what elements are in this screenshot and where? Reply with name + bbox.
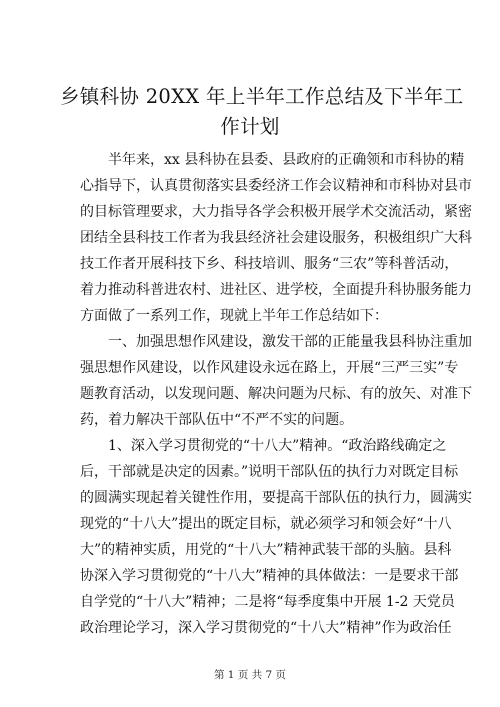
text-line: 大”的精神实质，用党的“十八大”精神武装干部的头脑。县科 <box>80 542 452 558</box>
paragraph <box>80 433 472 641</box>
text-line: 协深入学习贯彻党的“十八大”精神的具体做法：一是要求干部 <box>80 568 459 584</box>
text-line: 的目标管理要求，大力指导各学会积极开展学术交流活动，紧密 <box>80 204 472 220</box>
title-line: 乡镇科协 20XX 年上半年工作总结及下半年工 <box>60 85 464 108</box>
text-line: 药，着力解决干部队伍中“不严不实的问题。 <box>80 412 354 428</box>
text-line: 方面做了一系列工作，现就上半年工作总结如下： <box>80 308 388 324</box>
text-line: 半年来，xx 县科协在县委、县政府的正确领和市科协的精 <box>80 152 465 168</box>
text-line: 心指导下，认真贯彻落实县委经济工作会议精神和市科协对县市 <box>80 178 472 194</box>
title-line: 作计划 <box>220 115 280 138</box>
document-body <box>80 147 472 641</box>
text-line: 的圆满实现起着关键性作用，要提高干部队伍的执行力，圆满实 <box>80 490 472 506</box>
document-title <box>60 82 464 142</box>
text-line: 题教育活动，以发现问题、解决问题为尺标、有的放矢、对准下 <box>80 386 472 402</box>
text-line: 后，干部就是决定的因素。”说明干部队伍的执行力对既定目标 <box>80 464 459 480</box>
paragraph <box>80 329 472 433</box>
text-line: 强思想作风建设，以作风建设永远在路上，开展“三严三实”专 <box>80 360 459 376</box>
text-line: 1、深入学习贯彻党的“十八大”精神。“政治路线确定之 <box>80 438 447 454</box>
text-line: 着力推动科普进农村、进社区、进学校，全面提升科协服务能力 <box>80 282 472 298</box>
text-line: 技工作者开展科技下乡、科技培训、服务“三农”等科普活动， <box>80 256 459 272</box>
text-line: 政治理论学习，深入学习贯彻党的“十八大”精神”作为政治任 <box>80 620 452 636</box>
page-footer: 第 1 页 共 7 页 <box>213 669 287 681</box>
text-line: 团结全县科技工作者为我县经济社会建设服务，积极组织广大科 <box>80 230 472 246</box>
text-line: 一、加强思想作风建设，激发干部的正能量我县科协注重加 <box>80 334 472 350</box>
text-line: 现党的“十八大”提出的既定目标，就必须学习和领会好“十八 <box>80 516 452 532</box>
text-line: 自学党的“十八大”精神；二是将“每季度集中开展 1-2 天党员 <box>80 594 455 610</box>
paragraph <box>80 147 472 329</box>
